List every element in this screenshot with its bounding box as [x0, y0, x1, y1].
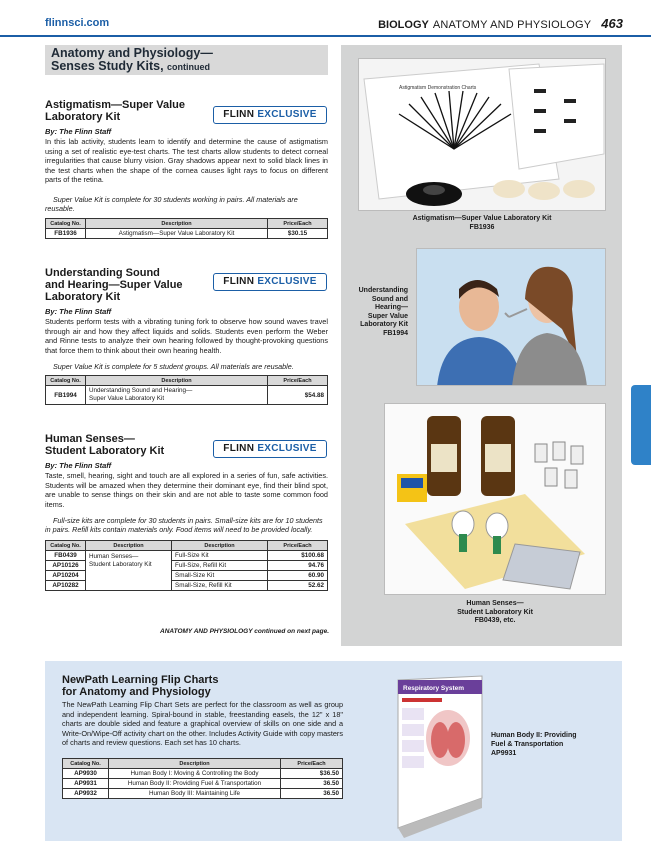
- table-row[interactable]: [63, 769, 343, 779]
- caption-flip-chart: [491, 731, 577, 758]
- product-note: Super Value Kit is complete for 5 student groups. All materials are reusable.: [53, 362, 294, 371]
- table-row[interactable]: [63, 789, 343, 799]
- catalog-no: FB0439: [46, 551, 86, 561]
- catalog-no: AP9932: [63, 789, 109, 799]
- caption-line: Astigmatism—Super Value Laboratory Kit: [412, 215, 552, 222]
- description: Small-Size, Refill Kit: [172, 581, 268, 591]
- group-description: Human Senses— Student Laboratory Kit: [86, 551, 172, 591]
- flinn-exclusive-badge: [213, 106, 327, 124]
- continued-note: ANATOMY AND PHYSIOLOGY continued on next page.: [160, 628, 330, 635]
- price: 36.50: [281, 779, 343, 789]
- product-title-astigmatism: [45, 99, 215, 123]
- catalog-table: [45, 375, 328, 405]
- newpath-description: The NewPath Learning Flip Chart Sets are perfect for the classroom as well as group and independent learning. Spiral-bound in stable, freestanding easels, the 12" x 18" charts are double sided and feature a graphical overview of skills on one side and a Write-On/Wipe-Off activity chart on the other. Includes Activity Guide with copy masters of charts and review questions. Each set has 10 charts.: [62, 700, 343, 748]
- description: Small-Size Kit: [172, 571, 268, 581]
- catalog-no: AP9931: [63, 779, 109, 789]
- title-line: for Anatomy and Physiology: [62, 686, 211, 698]
- caption-line: Human Senses—: [466, 600, 524, 607]
- col-header: Description: [172, 541, 268, 551]
- caption-line: Human Body II: Providing: [491, 732, 577, 739]
- title-line: Astigmatism—Super Value: [45, 99, 185, 111]
- col-header: Description: [109, 759, 281, 769]
- col-header: Description: [86, 376, 268, 386]
- badge-word: EXCLUSIVE: [257, 109, 317, 120]
- col-header: Description: [86, 541, 172, 551]
- flinn-exclusive-badge: [213, 440, 327, 458]
- flip-chart-photo: [390, 668, 486, 840]
- catalog-no: AP10282: [46, 581, 86, 591]
- caption-line: FB1936: [469, 223, 495, 231]
- catalog-no: AP10204: [46, 571, 86, 581]
- col-header: Description: [86, 219, 268, 229]
- catalog-no: FB1994: [46, 386, 86, 405]
- title-line: Human Senses—: [45, 433, 135, 445]
- table-row[interactable]: [46, 551, 328, 561]
- product-title-sound: [45, 267, 220, 303]
- byline: By: The Flinn Staff: [45, 307, 112, 316]
- flip-chart-illustration: [390, 668, 486, 840]
- product-note: Full-size kits are complete for 30 students in pairs. Small-size kits are for 10 students in pairs. Refill kits contain materials only. Food items will need to be provided locally.: [45, 516, 323, 535]
- caption-line: AP9931: [491, 750, 517, 757]
- col-header: Price/Each: [268, 219, 328, 229]
- price: 60.90: [268, 571, 328, 581]
- caption-line: Sound and: [371, 295, 408, 303]
- product-title-senses: [45, 433, 220, 457]
- title-line: Student Laboratory Kit: [45, 445, 165, 457]
- caption-line: Laboratory Kit: [360, 321, 408, 328]
- price: $54.88: [268, 386, 328, 405]
- sound-kit-illustration: [417, 249, 606, 386]
- badge-word: FLINN: [223, 443, 255, 454]
- col-header: Catalog No.: [46, 219, 86, 229]
- caption-line: Super Value: [367, 312, 408, 320]
- catalog-no: AP10126: [46, 561, 86, 571]
- badge-word: FLINN: [223, 109, 255, 120]
- price: 94.76: [268, 561, 328, 571]
- caption-line: FB0439, etc.: [474, 617, 516, 624]
- description: Human Body II: Providing Fuel & Transportation: [109, 779, 281, 789]
- description: Full-Size, Refill Kit: [172, 561, 268, 571]
- price: 36.50: [281, 789, 343, 799]
- caption-line: FB1994: [383, 329, 408, 337]
- caption-line: Understanding: [358, 287, 408, 294]
- badge-word: EXCLUSIVE: [257, 443, 317, 454]
- section-continued: continued: [167, 62, 211, 72]
- caption-line: Fuel & Transportation: [491, 741, 564, 748]
- title-line: and Hearing—Super Value: [45, 279, 183, 291]
- description: Understanding Sound and Hearing— Super Value Laboratory Kit: [86, 386, 268, 405]
- product-note: Super Value Kit is complete for 30 students working in pairs. All materials are reusable.: [45, 195, 298, 214]
- col-header: Price/Each: [268, 376, 328, 386]
- byline: By: The Flinn Staff: [45, 127, 112, 136]
- astigmatism-kit-illustration: [359, 59, 606, 211]
- description: Full-Size Kit: [172, 551, 268, 561]
- title-line: Laboratory Kit: [45, 111, 121, 123]
- title-line: Laboratory Kit: [45, 291, 121, 303]
- section-tab[interactable]: [631, 385, 651, 465]
- page-header: [378, 16, 623, 31]
- price: $100.68: [268, 551, 328, 561]
- section-title-line2: [51, 60, 322, 74]
- table-row[interactable]: [46, 386, 328, 405]
- price: 52.62: [268, 581, 328, 591]
- col-header: Catalog No.: [46, 376, 86, 386]
- caption-sound: [345, 287, 408, 338]
- description: Human Body I: Moving & Controlling the Body: [109, 769, 281, 779]
- flinn-exclusive-badge: [213, 273, 327, 291]
- product-description: In this lab activity, students learn to identify and determine the cause of astigmatism using a set of realistic eye-test charts. The test charts allow students to detect corneal irregularities that cause blurry vision. Gray shadows appear next to solid black lines in the test charts when the shape of the cornea causes light rays to focus on different parts of the retina.: [45, 137, 328, 185]
- title-line: NewPath Learning Flip Charts: [62, 674, 219, 686]
- caption-astigmatism: [358, 215, 606, 232]
- page-number: 463: [601, 16, 623, 31]
- title-line: Understanding Sound: [45, 267, 160, 279]
- site-url[interactable]: flinnsci.com: [45, 17, 110, 29]
- product-description: Taste, smell, hearing, sight and touch are all explored in a series of fun, safe activities. Students will be amazed when they determine their dominant eye, find their blind spot, are unable to sense things on their skin and are not able to taste some common food items.: [45, 471, 328, 509]
- section-title: [45, 45, 328, 75]
- section-title-line2-text: Senses Study Kits,: [51, 59, 164, 73]
- header-divider: [0, 35, 651, 37]
- caption-senses: [384, 600, 606, 626]
- badge-word: EXCLUSIVE: [257, 276, 317, 287]
- byline: By: The Flinn Staff: [45, 461, 112, 470]
- table-row[interactable]: [46, 229, 328, 239]
- description: Human Body III: Maintaining Life: [109, 789, 281, 799]
- price: $36.50: [281, 769, 343, 779]
- senses-kit-photo: [384, 403, 606, 595]
- catalog-no: AP9930: [63, 769, 109, 779]
- product-description: Students perform tests with a vibrating tuning fork to observe how sound waves travel through air and how they affect liquids and solids. Students even perform the Weber and Rinne tests to analyze their own hearing followed by thought-provoking questions that force them to think about their own hearing health.: [45, 317, 328, 355]
- caption-line: Hearing—: [374, 304, 408, 311]
- price: $30.15: [268, 229, 328, 239]
- senses-kit-illustration: [385, 404, 606, 595]
- catalog-table: [45, 540, 328, 591]
- astigmatism-kit-photo: [358, 58, 606, 211]
- col-header: Catalog No.: [63, 759, 109, 769]
- chart-title: Astigmatism Demonstration Charts: [399, 85, 477, 91]
- newpath-title: [62, 674, 342, 698]
- col-header: Catalog No.: [46, 541, 86, 551]
- col-header: Price/Each: [268, 541, 328, 551]
- table-row[interactable]: [63, 779, 343, 789]
- subject-label: BIOLOGY: [378, 19, 429, 31]
- badge-word: FLINN: [223, 276, 255, 287]
- section-title-line1: Anatomy and Physiology—: [51, 46, 213, 60]
- catalog-table: [45, 218, 328, 239]
- catalog-no: FB1936: [46, 229, 86, 239]
- col-header: Price/Each: [281, 759, 343, 769]
- section-label: ANATOMY AND PHYSIOLOGY: [432, 19, 592, 31]
- flip-chart-title: Respiratory System: [403, 685, 465, 692]
- catalog-table: [62, 758, 343, 799]
- caption-line: Student Laboratory Kit: [457, 608, 533, 616]
- description: Astigmatism—Super Value Laboratory Kit: [86, 229, 268, 239]
- sound-kit-photo: [416, 248, 606, 386]
